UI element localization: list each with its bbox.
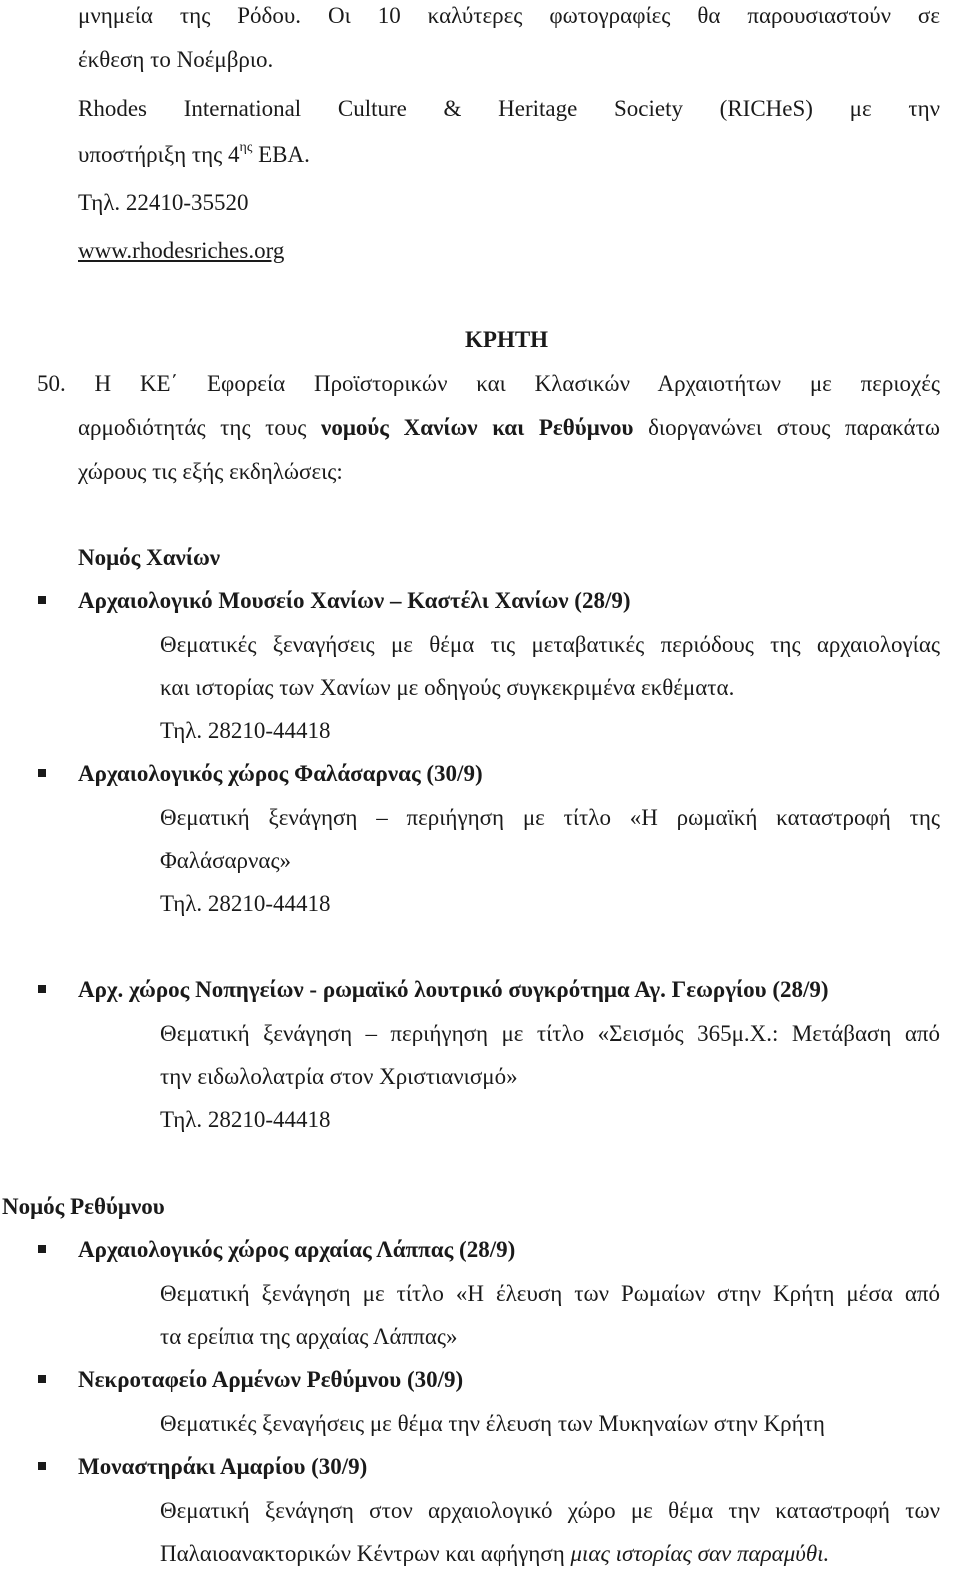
- chania-item-3-phone: Τηλ. 28210-44418: [160, 1107, 331, 1132]
- rethymno-item-1-desc-2: τα ερείπια της αρχαίας Λάππας»: [160, 1324, 458, 1349]
- crete-intro-line-2-text: αρμοδιότητάς της τους: [78, 415, 322, 440]
- rhodes-line-3: Rhodes International Culture & Heritage Society (RICHeS) με την: [78, 96, 940, 121]
- chania-item-1-desc-2: και ιστορίας των Χανίων με οδηγούς συγκεκριμένα εκθέματα.: [160, 675, 735, 700]
- rethymno-item-2-title: Νεκροταφείο Αρμένων Ρεθύμνου (30/9): [78, 1367, 464, 1392]
- chania-item-3-desc-2: την ειδωλολατρία στον Χριστιανισμό»: [160, 1064, 518, 1089]
- rhodes-line-4: [78, 141, 310, 169]
- rethymno-item-1-title: Αρχαιολογικός χώρος αρχαίας Λάππας (28/9): [78, 1237, 516, 1262]
- rhodes-line-4-superscript: ης: [239, 140, 253, 156]
- crete-intro-line-3: χώρους τις εξής εκδηλώσεις:: [78, 459, 343, 484]
- chania-item-2-title: Αρχαιολογικός χώρος Φαλάσαρνας (30/9): [78, 761, 483, 786]
- chania-item-2-phone: Τηλ. 28210-44418: [160, 891, 331, 916]
- chania-heading: Νομός Χανίων: [78, 545, 221, 570]
- crete-intro-line-1: 50. Η ΚΕ΄ Εφορεία Προϊστορικών και Κλασικών Αρχαιοτήτων με περιοχές: [37, 371, 940, 396]
- chania-item-2-desc-2: Φαλάσαρνας»: [160, 848, 292, 873]
- chania-item-1-desc-1: Θεματικές ξεναγήσεις με θέμα τις μεταβατικές περιόδους της αρχαιολογίας: [160, 632, 940, 657]
- rhodes-phone: Τηλ. 22410-35520: [78, 190, 249, 215]
- rhodes-line-4-end: ΕΒΑ.: [252, 142, 310, 167]
- bullet-icon: [38, 985, 46, 993]
- rethymno-item-3-story: μιας ιστορίας σαν παραμύθι.: [570, 1541, 830, 1566]
- crete-intro-line-2-end: διοργανώνει στους παρακάτω: [633, 415, 940, 440]
- rethymno-item-3-desc-1: Θεματική ξενάγηση στον αρχαιολογικό χώρο με θέμα την καταστροφή των: [160, 1498, 940, 1523]
- rethymno-heading: Νομός Ρεθύμνου: [2, 1194, 165, 1219]
- rethymno-item-2-desc-1: Θεματικές ξεναγήσεις με θέμα την έλευση των Μυκηναίων στην Κρήτη: [160, 1411, 825, 1436]
- chania-item-2-desc-1: Θεματική ξενάγηση – περιήγηση με τίτλο «Η ρωμαϊκή καταστροφή της: [160, 805, 940, 830]
- rethymno-item-1-desc-1: Θεματική ξενάγηση με τίτλο «Η έλευση των Ρωμαίων στην Κρήτη μέσα από: [160, 1281, 940, 1306]
- rethymno-item-3-title: Μοναστηράκι Αμαρίου (30/9): [78, 1454, 368, 1479]
- rethymno-item-3-desc-2-text: Παλαιοανακτορικών Κέντρων και αφήγηση: [160, 1541, 571, 1566]
- crete-intro-prefectures: νομούς Χανίων και Ρεθύμνου: [321, 415, 634, 440]
- bullet-icon: [38, 1245, 46, 1253]
- rhodes-line-1: μνημεία της Ρόδου. Οι 10 καλύτερες φωτογραφίες θα παρουσιαστούν σε: [78, 3, 940, 28]
- chania-item-1-title: Αρχαιολογικό Μουσείο Χανίων – Καστέλι Χανίων (28/9): [78, 588, 631, 613]
- rhodes-line-4-text: υποστήριξη της 4: [78, 142, 240, 167]
- rhodes-website-link[interactable]: www.rhodesriches.org: [78, 238, 285, 263]
- rethymno-item-3-desc-2: [160, 1540, 829, 1568]
- crete-heading: ΚΡΗΤΗ: [465, 327, 549, 352]
- chania-item-1-phone: Τηλ. 28210-44418: [160, 718, 331, 743]
- crete-intro-line-2: [78, 414, 940, 442]
- chania-item-3-desc-1: Θεματική ξενάγηση – περιήγηση με τίτλο «Σεισμός 365μ.Χ.: Μετάβαση από: [160, 1021, 940, 1046]
- bullet-icon: [38, 596, 46, 604]
- bullet-icon: [38, 1462, 46, 1470]
- bullet-icon: [38, 769, 46, 777]
- rhodes-line-2: έκθεση το Νοέμβριο.: [78, 47, 274, 72]
- bullet-icon: [38, 1375, 46, 1383]
- chania-item-3-title: Αρχ. χώρος Νοπηγείων - ρωμαϊκό λουτρικό συγκρότημα Αγ. Γεωργίου (28/9): [78, 977, 829, 1002]
